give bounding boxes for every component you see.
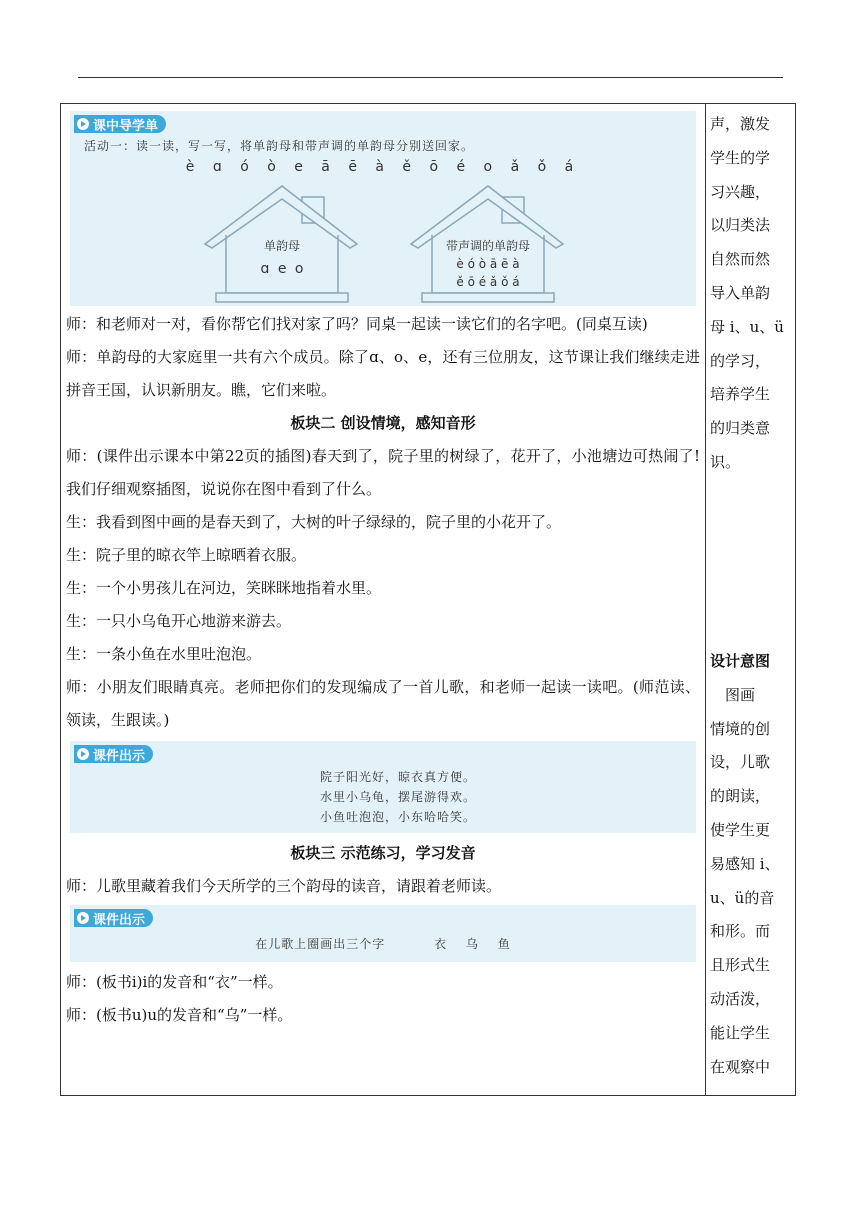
activity-text: 活动一：读一读，写一写，将单韵母和带声调的单韵母分别送回家。 <box>84 139 475 153</box>
main-column <box>66 108 700 1032</box>
side-line: 识。 <box>710 452 741 471</box>
poem-line: 院子阳光好，晾衣真方便。 <box>319 770 476 784</box>
paragraph: 师：和老师对一对，看你帮它们找对家了吗？同桌一起读一读它们的名字吧。(同桌互读) <box>66 315 648 333</box>
side-line: 导入单韵 <box>710 283 771 302</box>
house-right-row2: ě ō é ǎ ǒ á <box>456 275 520 289</box>
side-line: 设，儿歌 <box>710 753 771 772</box>
panel-tag: 课件出示 <box>74 745 153 763</box>
side-notes <box>710 108 792 480</box>
panel-tag: 课中导学单 <box>74 115 166 133</box>
side-line: u、ü的音 <box>710 888 775 907</box>
guide-panel <box>70 111 696 306</box>
side-line: 声，激发 <box>710 115 771 133</box>
panel-tag: 课件出示 <box>74 909 153 927</box>
poem-line: 水里小乌龟，摆尾游得欢。 <box>319 790 476 804</box>
design-intent-title: 设计意图 <box>710 652 771 670</box>
column-divider <box>705 103 706 1096</box>
paragraph: 生：院子里的晾衣竿上晾晒着衣服。 <box>66 546 307 564</box>
side-line: 情境的创 <box>710 719 771 738</box>
side-line: 的归类意 <box>710 419 771 438</box>
section-heading: 板块三 示范练习，学习发音 <box>290 844 476 862</box>
side-line: 以归类法 <box>710 216 771 235</box>
side-line: 且形式生 <box>710 956 771 975</box>
side-line: 使学生更 <box>710 820 771 839</box>
paragraph: 生：一只小乌龟开心地游来游去。 <box>66 612 292 630</box>
side-line: 图画 <box>710 685 756 704</box>
side-line: 在观察中 <box>710 1057 771 1076</box>
design-intent <box>710 645 780 1084</box>
paragraph: 生：我看到图中画的是春天到了，大树的叶子绿绿的，院子里的小花开了。 <box>66 513 562 531</box>
houses-illustration <box>70 169 696 304</box>
section-heading: 板块二 创设情境，感知音形 <box>290 414 476 432</box>
paragraph: 生：一个小男孩儿在河边，笑眯眯地指着水里。 <box>66 579 382 597</box>
play-icon <box>77 912 89 924</box>
side-line: 培养学生 <box>710 385 771 404</box>
paragraph: 师：儿歌里藏着我们今天所学的三个韵母的读音，请跟着老师读。 <box>66 877 502 895</box>
poem <box>70 763 696 833</box>
paragraph: 生：一条小鱼在水里吐泡泡。 <box>66 645 262 663</box>
courseware-chars: 衣 乌 鱼 <box>434 937 511 951</box>
poem-line: 小鱼吐泡泡，小东哈哈笑。 <box>319 810 476 824</box>
side-line: 自然而然 <box>710 250 771 269</box>
side-line: 的学习， <box>710 351 771 370</box>
courseware-panel <box>70 905 696 962</box>
courseware-text <box>70 927 696 962</box>
side-line: 学生的学 <box>710 148 771 167</box>
house-left-content: ɑ e o <box>260 261 304 277</box>
play-icon <box>77 748 89 760</box>
side-line: 习兴趣， <box>710 182 771 201</box>
paragraph: 师：(课件出示课本中第22页的插图)春天到了，院子里的树绿了，花开了，小池塘边可热闹了!我们仔细观察插图，说说你在图中看到了什么。 <box>66 447 700 498</box>
house-right-label: 带声调的单韵母 <box>445 239 530 253</box>
paragraph: 师：小朋友们眼睛真亮。老师把你们的发现编成了一首儿歌，和老师一起读一读吧。(师范读、领读，生跟读。) <box>66 678 700 729</box>
side-line: 能让学生 <box>710 1023 771 1042</box>
side-line: 动活泼， <box>710 989 771 1008</box>
letters-row: è ɑ ó ò e ā ē à ě ō é o ǎ ǒ á <box>185 159 581 175</box>
house-left-label: 单韵母 <box>263 239 300 253</box>
courseware-instruction: 在儿歌上圈画出三个字 <box>255 937 386 951</box>
side-line: 易感知 i、 <box>710 854 780 873</box>
courseware-panel <box>70 741 696 833</box>
paragraph: 师：(板书i)i的发音和“衣”一样。 <box>66 973 283 991</box>
paragraph: 师：(板书u)u的发音和“乌”一样。 <box>66 1006 293 1024</box>
side-line: 母 i、u、ü <box>710 317 784 336</box>
house-right-row1: è ó ò ā ē à <box>456 257 520 271</box>
play-icon <box>77 118 89 130</box>
side-line: 和形。而 <box>710 922 771 941</box>
side-column <box>710 108 792 1076</box>
side-line: 的朗读， <box>710 787 771 806</box>
header-rule <box>78 77 783 78</box>
paragraph: 师：单韵母的大家庭里一共有六个成员。除了ɑ、o、e，还有三位朋友，这节课让我们继续走进拼音王国，认识新朋友。瞧，它们来啦。 <box>66 348 700 399</box>
